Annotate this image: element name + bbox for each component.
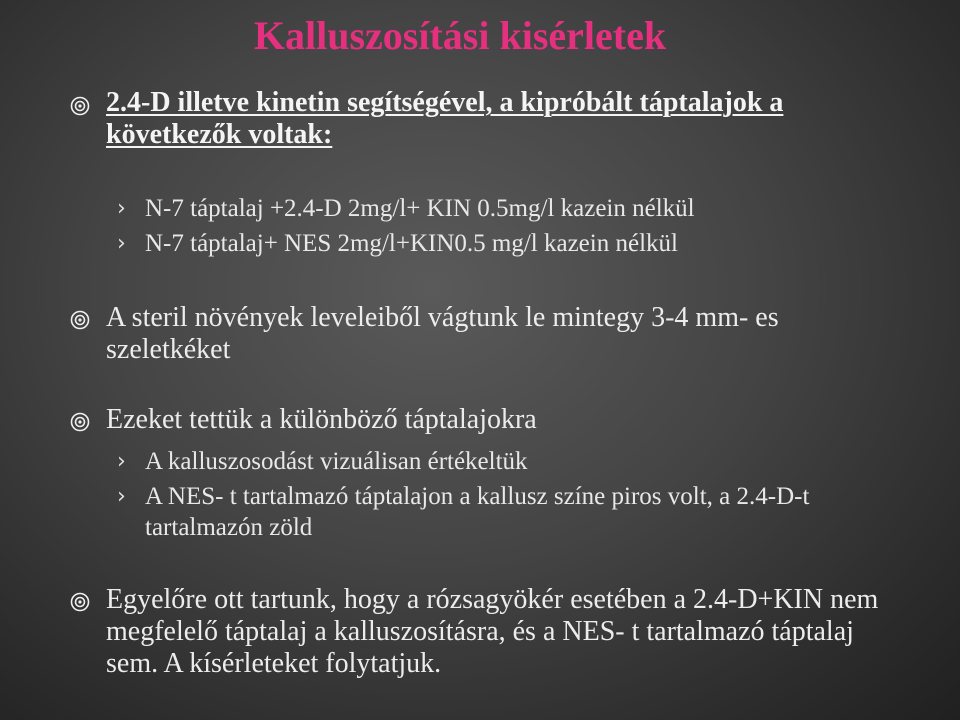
chevron-right-icon: › bbox=[117, 484, 126, 509]
target-circle-icon bbox=[70, 96, 90, 116]
slide-title: Kalluszosítási kisérletek bbox=[253, 13, 667, 58]
chevron-right-icon: › bbox=[117, 196, 126, 221]
subitem-3-1: A kalluszosodást vizuálisan értékeltük bbox=[145, 448, 528, 475]
subitem-1-2: N-7 táptalaj+ NES 2mg/l+KIN0.5 mg/l kazein nélkül bbox=[145, 230, 678, 257]
subitem-1-1: N-7 táptalaj +2.4-D 2mg/l+ KIN 0.5mg/l kazein nélkül bbox=[145, 195, 695, 222]
target-circle-icon bbox=[70, 310, 90, 330]
bullet-2: A steril növények leveleiből vágtunk le mintegy 3-4 mm- es szeletkéket bbox=[106, 302, 779, 365]
chevron-right-icon: › bbox=[117, 449, 126, 474]
bullet-3: Ezeket tettük a különböző táptalajokra bbox=[106, 404, 537, 435]
target-circle-icon bbox=[70, 592, 90, 612]
target-circle-icon bbox=[70, 412, 90, 432]
subitem-3-2: A NES- t tartalmazó táptalajon a kallusz színe piros volt, a 2.4-D-t tartalmazón zöld bbox=[145, 483, 810, 541]
bullet-1: 2.4-D illetve kinetin segítségével, a kipróbált táptalajok a következők voltak: bbox=[106, 87, 784, 150]
bullet-4: Egyelőre ott tartunk, hogy a rózsagyökér esetében a 2.4-D+KIN nem megfelelő táptalaj a kalluszosításra, és a NES- t tartalmazó táptalaj sem. A kísérleteket folytatjuk. bbox=[106, 584, 879, 679]
chevron-right-icon: › bbox=[117, 231, 126, 256]
